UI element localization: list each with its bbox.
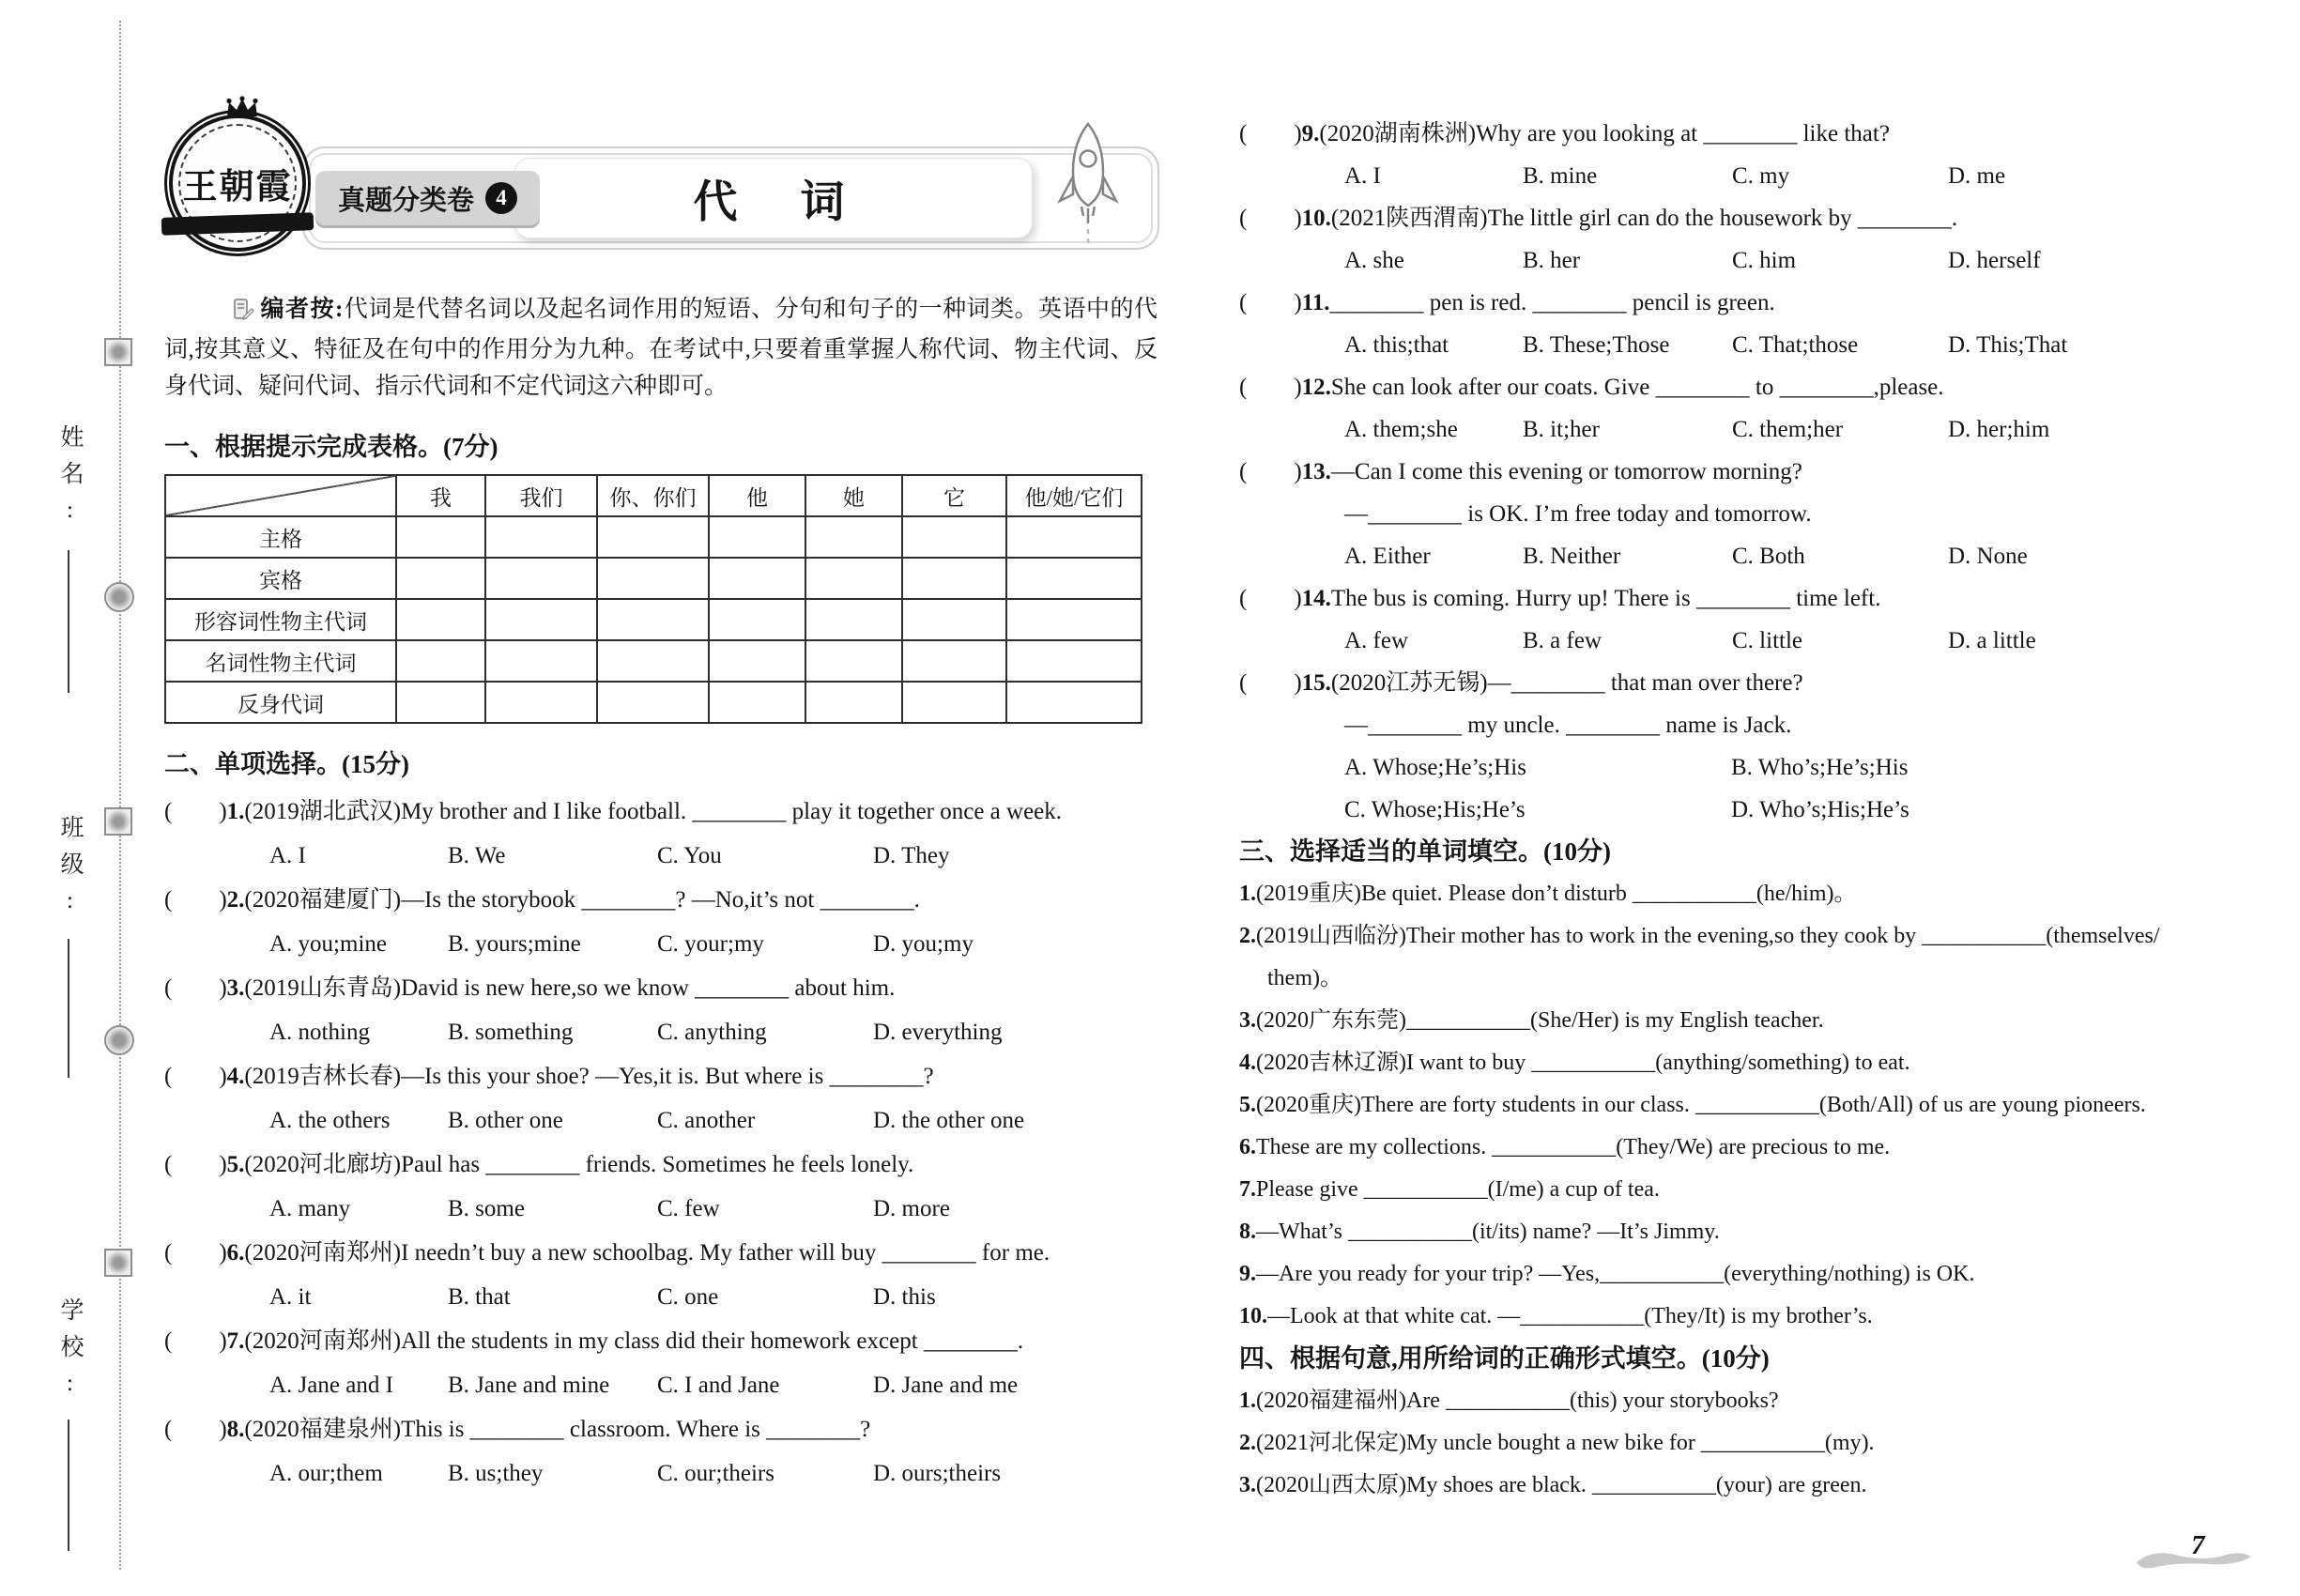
option-d: D. This;That [1948, 332, 2068, 358]
option-a: A. them;she [1344, 417, 1458, 442]
question-item [164, 1231, 1161, 1319]
question-source: (2020福建泉州) [244, 1417, 402, 1442]
option-c: C. Whose;His;He’s [1344, 797, 1526, 822]
option-c: C. my [1732, 163, 1790, 189]
question-number: 14. [1301, 586, 1331, 611]
question-number: 9. [1301, 121, 1320, 146]
seal-mark [104, 1025, 134, 1055]
option-c: C. our;theirs [657, 1461, 774, 1486]
table-col-header: 它 [902, 475, 1006, 516]
question-item [164, 1054, 1161, 1143]
table-input-cell[interactable] [805, 516, 902, 558]
question-stem: I needn’t buy a new schoolbag. My father will buy ________ for me. [401, 1240, 1050, 1266]
option-b: B. her [1523, 248, 1581, 273]
brand-logo [169, 115, 306, 252]
crown-icon [222, 96, 262, 120]
table-input-cell[interactable] [709, 516, 805, 558]
question-item [1239, 197, 2279, 282]
fill-item [1239, 873, 2279, 915]
question-source: (2020河南郑州) [244, 1328, 402, 1354]
question-stem: David is new here,so we know ________ about him. [401, 975, 896, 1001]
question-item [1239, 113, 2279, 197]
answer-bracket[interactable]: ( ) [164, 975, 227, 1001]
item-text-continued: them)。 [1267, 966, 1342, 990]
student-class-label: 班级: [57, 815, 83, 927]
item-number: 2. [1239, 1431, 1256, 1455]
table-input-cell[interactable] [396, 682, 485, 723]
option-b: B. it;her [1523, 417, 1600, 442]
question-number: 10. [1301, 206, 1331, 231]
editor-note-text: 代词是代替名词以及起名词作用的短语、分句和句子的一种词类。英语中的代词,按其意义、特征及在句中的作用分为九种。在考试中,只要着重掌握人称代词、物主代词、反身代词、疑问代词、指示代词和不定代词这六种即可。 [164, 297, 1158, 399]
option-d: D. you;my [873, 931, 974, 957]
option-a: A. Either [1344, 544, 1431, 569]
section4-heading: 四、根据句意,用所给词的正确形式填空。(10分) [1239, 1344, 1770, 1373]
option-b: B. Neither [1523, 544, 1621, 569]
logo-ribbon [161, 212, 314, 236]
page-number: 7 [2191, 1530, 2205, 1560]
question-number: 8. [226, 1417, 245, 1442]
table-input-cell[interactable] [1006, 640, 1142, 682]
question-number: 3. [226, 975, 245, 1001]
table-row-header: 形容词性物主代词 [165, 599, 396, 640]
question-source: (2020河南郑州) [244, 1240, 402, 1266]
option-b: B. some [448, 1196, 525, 1221]
answer-bracket[interactable]: ( ) [1239, 459, 1302, 484]
question-source: (2021陕西渭南) [1330, 206, 1488, 231]
answer-bracket[interactable]: ( ) [1239, 586, 1302, 611]
seal-mark [104, 1249, 132, 1277]
option-c: C. your;my [657, 931, 764, 957]
option-c: C. anything [657, 1020, 767, 1045]
section3-heading: 三、选择适当的单词填空。(10分) [1239, 837, 1611, 866]
question-item [164, 1407, 1161, 1496]
table-input-cell[interactable] [485, 516, 597, 558]
question-stem: The bus is coming. Hurry up! There is ________ time left. [1330, 586, 1881, 611]
question-item [1239, 451, 2279, 577]
question-source: (2019湖北武汉) [244, 799, 402, 824]
fill-item [1239, 1465, 2279, 1507]
option-b: B. These;Those [1523, 332, 1670, 358]
item-number: 9. [1239, 1262, 1256, 1286]
fill-item [1239, 1084, 2279, 1127]
option-c: C. I and Jane [657, 1373, 780, 1398]
question-number: 6. [226, 1240, 245, 1266]
item-text: Please give ___________(I/me) a cup of tea. [1256, 1177, 1660, 1202]
pronoun-table [164, 474, 1142, 724]
question-stem: This is ________ classroom. Where is ________? [401, 1417, 871, 1442]
option-a: A. Jane and I [269, 1373, 393, 1398]
item-text: My uncle bought a new bike for ___________(my). [1405, 1431, 1875, 1455]
question-number: 2. [226, 887, 245, 913]
option-d: D. None [1948, 544, 2028, 569]
fill-item [1239, 1211, 2279, 1253]
answer-bracket[interactable]: ( ) [1239, 670, 1302, 696]
seal-mark [104, 338, 132, 366]
table-col-header: 我 [396, 475, 485, 516]
answer-bracket[interactable]: ( ) [164, 887, 227, 913]
table-row-header: 宾格 [165, 558, 396, 599]
question-stem: —Is this your shoe? —Yes,it is. But where is ________? [401, 1064, 934, 1089]
questions-9-15 [1239, 113, 2279, 831]
question-item [1239, 577, 2279, 662]
editor-note-icon [198, 295, 254, 331]
option-a: A. it [269, 1284, 312, 1310]
table-input-cell[interactable] [597, 516, 709, 558]
question-stem-continued: —________ my uncle. ________ name is Jack. [1344, 713, 1792, 738]
item-text: Their mother has to work in the evening,so they cook by ___________(themselves/ [1405, 924, 2160, 948]
question-source: (2019山东青岛) [244, 975, 402, 1001]
question-source: (2020江苏无锡) [1330, 670, 1488, 696]
question-stem: —Can I come this evening or tomorrow morning? [1330, 459, 1802, 484]
item-source: (2019山西临汾) [1256, 924, 1406, 948]
section1-heading: 一、根据提示完成表格。(7分) [164, 433, 498, 461]
table-input-cell[interactable] [396, 599, 485, 640]
question-item [1239, 366, 2279, 451]
option-d: D. herself [1948, 248, 2041, 273]
table-input-cell[interactable] [709, 640, 805, 682]
fill-item [1239, 1042, 2279, 1084]
table-input-cell[interactable] [597, 640, 709, 682]
option-c: C. few [657, 1196, 720, 1221]
table-input-cell[interactable] [396, 558, 485, 599]
answer-bracket[interactable]: ( ) [164, 1064, 227, 1089]
table-input-cell[interactable] [1006, 682, 1142, 723]
option-a: A. Whose;He’s;His [1344, 755, 1526, 780]
table-row-header: 名词性物主代词 [165, 640, 396, 682]
table-input-cell[interactable] [485, 682, 597, 723]
section4-items [1239, 1380, 2279, 1507]
item-text: —What’s ___________(it/its) name? —It’s Jimmy. [1256, 1220, 1720, 1244]
editor-note [164, 291, 1158, 405]
table-input-cell[interactable] [396, 640, 485, 682]
item-text: ___________(She/Her) is my English teacher. [1405, 1008, 1824, 1033]
option-d: D. Who’s;His;He’s [1731, 797, 1909, 822]
student-name-label: 姓名: [57, 424, 83, 536]
option-c: C. another [657, 1108, 756, 1133]
question-source: (2020河北廊坊) [244, 1152, 402, 1177]
item-number: 8. [1239, 1220, 1256, 1244]
table-input-cell[interactable] [902, 558, 1006, 599]
answer-bracket[interactable]: ( ) [164, 1417, 227, 1442]
fill-item [1239, 1169, 2279, 1211]
option-a: A. I [269, 843, 306, 868]
item-number: 4. [1239, 1051, 1256, 1075]
option-a: A. I [1344, 163, 1381, 189]
question-number: 1. [226, 799, 245, 824]
item-source: (2020山西太原) [1256, 1473, 1406, 1497]
option-b: B. mine [1523, 163, 1598, 189]
question-item [164, 966, 1161, 1054]
item-text: There are forty students in our class. ___________(Both/All) of us are young pioneers. [1360, 1093, 2146, 1117]
left-column [164, 291, 1161, 1496]
option-a: A. few [1344, 628, 1409, 653]
option-d: D. her;him [1948, 417, 2050, 442]
question-number: 15. [1301, 670, 1331, 696]
option-d: D. everything [873, 1020, 1003, 1045]
question-stem-continued: —________ is OK. I’m free today and tomorrow. [1344, 501, 1812, 527]
page-number-area [2133, 1528, 2264, 1575]
table-input-cell[interactable] [709, 682, 805, 723]
seal-mark [104, 582, 134, 612]
section2-heading: 二、单项选择。(15分) [164, 750, 409, 778]
option-c: C. him [1732, 248, 1797, 273]
brand-name: 王朝霞 [182, 168, 293, 207]
item-source: (2020福建福州) [1256, 1389, 1406, 1413]
option-b: B. Who’s;He’s;His [1731, 755, 1909, 780]
question-stem: —________ that man over there? [1487, 670, 1803, 696]
question-item [164, 1143, 1161, 1231]
table-input-cell[interactable] [709, 558, 805, 599]
table-input-cell[interactable] [709, 599, 805, 640]
table-input-cell[interactable] [1006, 599, 1142, 640]
item-number: 1. [1239, 1389, 1256, 1413]
table-col-header: 你、你们 [597, 475, 709, 516]
option-c: C. them;her [1732, 417, 1844, 442]
table-corner-cell [165, 475, 396, 516]
item-number: 6. [1239, 1135, 1256, 1159]
table-input-cell[interactable] [805, 599, 902, 640]
school-fill-line[interactable] [68, 1420, 69, 1551]
student-school-label: 学校: [57, 1297, 83, 1409]
answer-bracket[interactable]: ( ) [1239, 375, 1302, 400]
option-d: D. the other one [873, 1108, 1025, 1133]
fill-item [1239, 915, 2279, 958]
table-input-cell[interactable] [396, 516, 485, 558]
table-col-header: 我们 [485, 475, 597, 516]
question-number: 13. [1301, 459, 1331, 484]
option-d: D. They [873, 843, 950, 868]
option-b: B. yours;mine [448, 931, 581, 957]
page-title: 代 词 [514, 158, 1033, 238]
item-source: (2020吉林辽源) [1256, 1051, 1406, 1075]
option-a: A. this;that [1344, 332, 1449, 358]
question-stem: She can look after our coats. Give ________ to ________,please. [1330, 375, 1944, 400]
item-text: —Are you ready for your trip? —Yes,___________(everything/nothing) is OK. [1256, 1262, 1975, 1286]
option-a: A. the others [269, 1108, 391, 1133]
table-input-cell[interactable] [1006, 558, 1142, 599]
table-input-cell[interactable] [805, 682, 902, 723]
option-c: C. Both [1732, 544, 1805, 569]
option-b: B. us;they [448, 1461, 544, 1486]
table-row-header: 主格 [165, 516, 396, 558]
question-source: (2020福建厦门) [244, 887, 402, 913]
question-source: (2019吉林长春) [244, 1064, 402, 1089]
item-number: 3. [1239, 1008, 1256, 1033]
item-source: (2020广东东莞) [1256, 1008, 1406, 1033]
option-a: A. our;them [269, 1461, 383, 1486]
question-number: 7. [226, 1328, 245, 1354]
question-number: 5. [226, 1152, 245, 1177]
item-number: 5. [1239, 1093, 1256, 1117]
right-column [1239, 113, 2279, 1507]
option-d: D. ours;theirs [873, 1461, 1002, 1486]
item-text: I want to buy ___________(anything/something) to eat. [1405, 1051, 1910, 1075]
option-a: A. nothing [269, 1020, 370, 1045]
question-stem: Paul has ________ friends. Sometimes he feels lonely. [401, 1152, 914, 1177]
item-number: 3. [1239, 1473, 1256, 1497]
item-source: (2020重庆) [1256, 1093, 1361, 1117]
fill-item [1239, 1422, 2279, 1465]
table-input-cell[interactable] [902, 640, 1006, 682]
answer-bracket[interactable]: ( ) [164, 799, 227, 824]
name-fill-line[interactable] [68, 550, 69, 693]
option-b: B. We [448, 843, 506, 868]
table-col-header: 她 [805, 475, 902, 516]
question-stem: Why are you looking at ________ like that? [1476, 121, 1890, 146]
table-input-cell[interactable] [597, 558, 709, 599]
fill-item [1239, 1127, 2279, 1169]
question-stem: —Is the storybook ________? —No,it’s not ________. [401, 887, 920, 913]
fill-item [1239, 1000, 2279, 1042]
question-stem: My brother and I like football. ________ play it together once a week. [401, 799, 1063, 824]
item-text: These are my collections. ___________(They/We) are precious to me. [1256, 1135, 1891, 1159]
question-item [164, 1319, 1161, 1407]
question-item [164, 790, 1161, 878]
item-number: 10. [1239, 1304, 1267, 1328]
table-input-cell[interactable] [485, 599, 597, 640]
question-item [1239, 282, 2279, 366]
question-number: 11. [1301, 290, 1330, 315]
option-b: B. something [448, 1020, 574, 1045]
question-stem: All the students in my class did their homework except ________. [401, 1328, 1024, 1354]
question-item [1239, 662, 2279, 831]
option-a: A. many [269, 1196, 351, 1221]
table-input-cell[interactable] [805, 640, 902, 682]
question-stem: The little girl can do the housework by ________. [1487, 206, 1958, 231]
table-input-cell[interactable] [902, 599, 1006, 640]
table-input-cell[interactable] [597, 682, 709, 723]
answer-bracket[interactable]: ( ) [1239, 206, 1302, 231]
question-number: 12. [1301, 375, 1331, 400]
editor-note-label: 编者按: [260, 297, 345, 322]
question-stem: ________ pen is red. ________ pencil is green. [1329, 290, 1775, 315]
answer-bracket[interactable]: ( ) [1239, 290, 1302, 315]
option-c: C. little [1732, 628, 1802, 653]
table-input-cell[interactable] [1006, 516, 1142, 558]
banner-label: 真题分类卷 [338, 185, 475, 216]
option-a: A. you;mine [269, 931, 387, 957]
answer-bracket[interactable]: ( ) [164, 1152, 227, 1177]
option-d: D. Jane and me [873, 1373, 1019, 1398]
item-number: 1. [1239, 882, 1256, 906]
item-number: 7. [1239, 1177, 1256, 1202]
binding-dotted-line [119, 21, 121, 1570]
seal-mark [104, 807, 132, 836]
table-input-cell[interactable] [902, 516, 1006, 558]
option-b: B. Jane and mine [448, 1373, 610, 1398]
option-d: D. more [873, 1196, 950, 1221]
option-c: C. That;those [1732, 332, 1859, 358]
item-number: 2. [1239, 924, 1256, 948]
item-source: (2019重庆) [1256, 882, 1361, 906]
rocket-icon [1053, 118, 1123, 252]
item-text: Are ___________(this) your storybooks? [1405, 1389, 1779, 1413]
question-item [164, 878, 1161, 966]
question-number: 4. [226, 1064, 245, 1089]
option-c: C. You [657, 843, 722, 868]
table-row-header: 反身代词 [165, 682, 396, 723]
banner-number-badge: 4 [485, 182, 517, 214]
item-text: My shoes are black. ___________(your) are green. [1405, 1473, 1867, 1497]
answer-bracket[interactable]: ( ) [164, 1328, 227, 1354]
table-input-cell[interactable] [597, 599, 709, 640]
answer-bracket[interactable]: ( ) [164, 1240, 227, 1266]
table-col-header: 他 [709, 475, 805, 516]
option-d: D. me [1948, 163, 2006, 189]
option-b: B. that [448, 1284, 511, 1310]
table-input-cell[interactable] [485, 558, 597, 599]
table-input-cell[interactable] [805, 558, 902, 599]
option-d: D. this [873, 1284, 936, 1310]
question-source: (2020湖南株洲) [1319, 121, 1477, 146]
fill-item [1239, 1380, 2279, 1422]
section3-items [1239, 873, 2279, 1338]
table-input-cell[interactable] [485, 640, 597, 682]
item-source: (2021河北保定) [1256, 1431, 1406, 1455]
option-a: A. she [1344, 248, 1404, 273]
option-c: C. one [657, 1284, 719, 1310]
option-d: D. a little [1948, 628, 2036, 653]
class-fill-line[interactable] [68, 939, 69, 1078]
table-col-header: 他/她/它们 [1006, 475, 1142, 516]
fill-item [1239, 1296, 2279, 1338]
option-b: B. a few [1523, 628, 1602, 653]
fill-item [1239, 1253, 2279, 1296]
answer-bracket[interactable]: ( ) [1239, 121, 1302, 146]
questions-1-8 [164, 790, 1161, 1496]
exam-series-banner [315, 171, 540, 225]
table-input-cell[interactable] [902, 682, 1006, 723]
item-text: Be quiet. Please don’t disturb ___________(he/him)。 [1360, 882, 1857, 906]
item-text: —Look at that white cat. —___________(They/It) is my brother’s. [1267, 1304, 1873, 1328]
option-b: B. other one [448, 1108, 563, 1133]
